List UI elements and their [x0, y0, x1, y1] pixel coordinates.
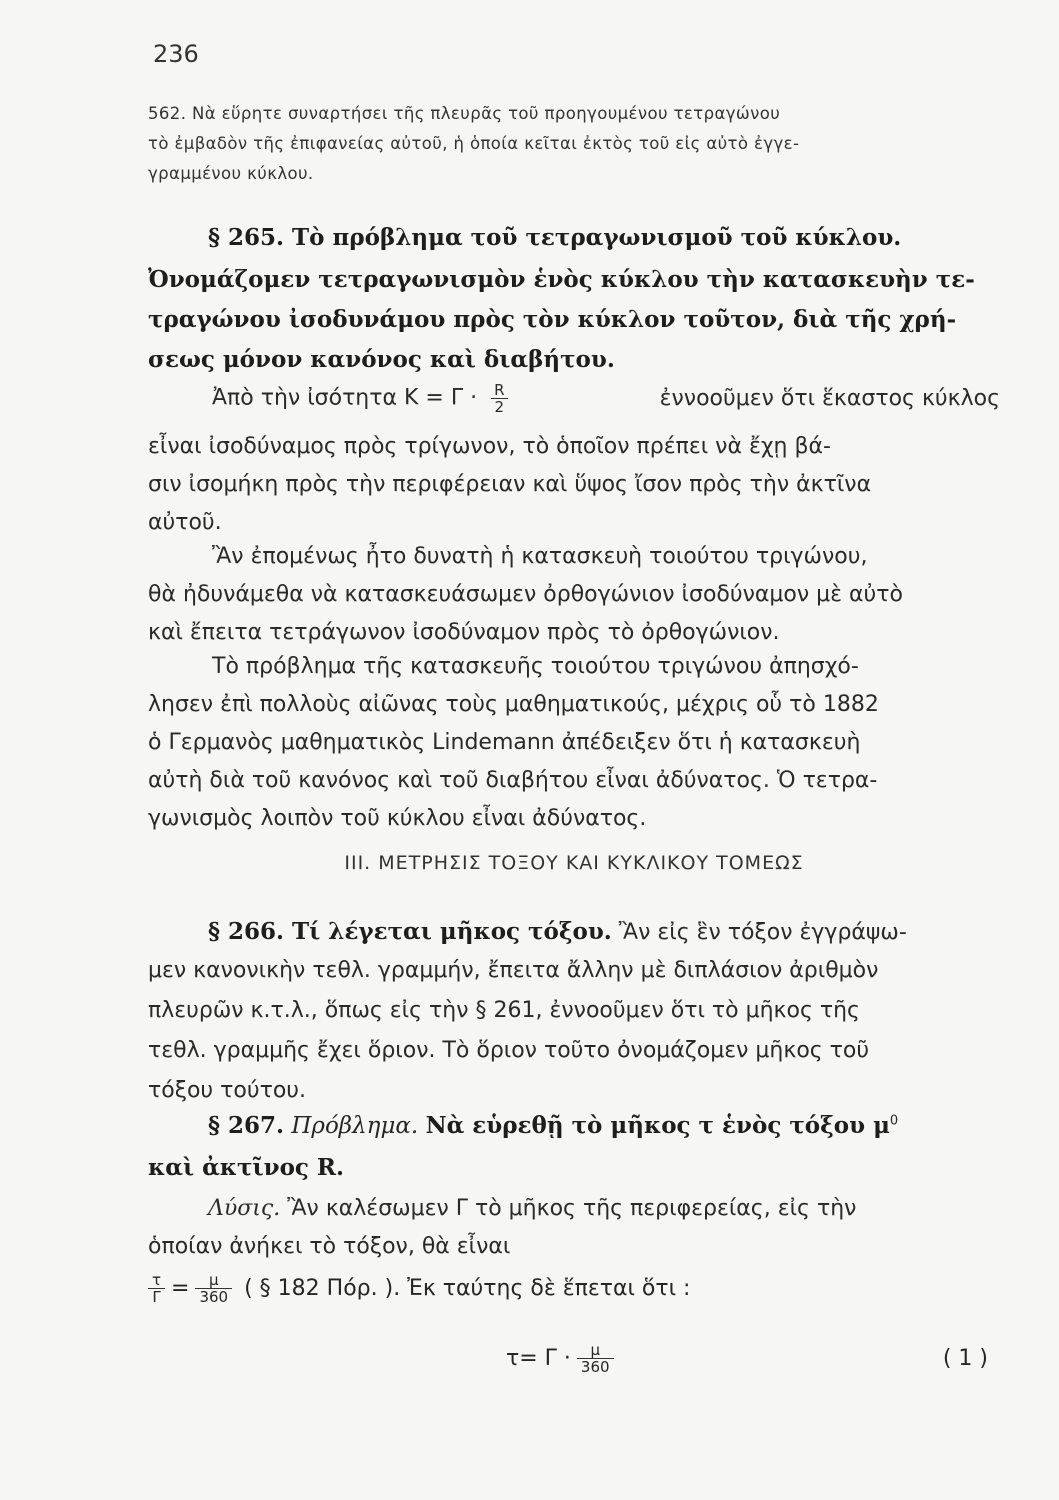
degree-superscript: 0 [889, 1113, 899, 1129]
problem-statement-line: καὶ ἀκτῖνος R. [148, 1154, 345, 1181]
paragraph-line: εἶναι ἰσοδύναμος πρὸς τρίγωνον, τὸ ὁποῖον πρέπει νὰ ἔχῃ βά- [148, 434, 831, 459]
equation-text: ( § 182 Πόρ. ). Ἐκ ταύτης δὲ ἕπεται ὅτι : [244, 1276, 691, 1301]
problem-label: Πρόβλημα. [291, 1113, 419, 1139]
paragraph-line: Ἂν ἐπομένως ἦτο δυνατὴ ἡ κατασκευὴ τοιούτου τριγώνου, [212, 544, 868, 569]
fraction-tau-over-gamma [148, 1272, 165, 1305]
fraction-mu-over-360 [577, 1342, 614, 1375]
paragraph-line: μεν κανονικὴν τεθλ. γραμμήν, ἔπειτα ἄλλην μὲ διπλάσιον ἀριθμὸν [148, 958, 879, 983]
paragraph-line: γωνισμὸς λοιπὸν τοῦ κύκλου εἶναι ἀδύνατος. [148, 806, 647, 831]
paragraph-line: τόξου τούτου. [148, 1078, 307, 1103]
equation-1 [148, 1272, 1000, 1305]
formula-suffix: ἐννοοῦμεν ὅτι ἕκαστος κύκλος [659, 386, 1000, 411]
fraction-numerator: μ [590, 1341, 601, 1359]
fraction-denominator: Γ [148, 1288, 164, 1305]
exercise-562 [148, 104, 1000, 194]
heading-text: Ἂν εἰς ἓν τόξον ἐγγράψω- [618, 920, 907, 945]
equals-sign: = [171, 1276, 190, 1301]
section-heading: § 265. Τὸ πρόβλημα τοῦ τετραγωνισμοῦ τοῦ κύκλου. [208, 224, 902, 251]
fraction-numerator: R [494, 381, 505, 399]
problem-statement: Νὰ εὑρεθῇ τὸ μῆκος τ ἑνὸς τόξου μ [425, 1112, 890, 1139]
paragraph-line: λησεν ἐπὶ πολλοὺς αἰῶνας τοὺς μαθηματικούς, μέχρις οὗ τὸ 1882 [148, 692, 879, 717]
solution-line: ὁποίαν ἀνήκει τὸ τόξον, θὰ εἶναι [148, 1234, 511, 1259]
solution-line [208, 1196, 1000, 1221]
paragraph-line: Τὸ πρόβλημα τῆς κατασκευῆς τοιούτου τριγώνου ἀπησχό- [212, 654, 859, 679]
section-heading: § 266. Τί λέγεται μῆκος τόξου. [208, 918, 612, 945]
equation-left: τ= Γ · [506, 1346, 571, 1371]
solution-text: Ἂν καλέσωμεν Γ τὸ μῆκος τῆς περιφερείας, εἰς τὴν [287, 1196, 857, 1221]
paragraph-line: καὶ ἔπειτα τετράγωνον ἰσοδύναμον πρὸς τὸ ὀρθογώνιον. [148, 620, 780, 645]
fraction-mu-over-360 [195, 1272, 232, 1305]
fraction-r-over-2 [490, 382, 508, 415]
fraction-numerator: τ [152, 1271, 162, 1289]
exercise-line: 562. Νὰ εὕρητε συναρτήσει τῆς πλευρᾶς τοῦ προηγουμένου τετραγώνου [148, 104, 781, 123]
definition-line: Ὀνομάζομεν τετραγωνισμὸν ἑνὸς κύκλου τὴν κατασκευὴν τε- [148, 266, 975, 293]
paragraph-line: ὁ Γερμανὸς μαθηματικὸς Lindemann ἀπέδειξεν ὅτι ἡ κατασκευὴ [148, 730, 861, 755]
paragraph-line: σιν ἰσομήκη πρὸς τὴν περιφέρειαν καὶ ὕψος ἴσον πρὸς τὴν ἀκτῖνα [148, 472, 872, 497]
fraction-denominator: 360 [195, 1288, 232, 1305]
formula-prefix: Ἀπὸ τὴν ἰσότητα Κ = Γ · [212, 385, 478, 411]
fraction-numerator: μ [209, 1271, 219, 1289]
section-heading-line [208, 918, 1000, 945]
paragraph-line: αὐτὴ διὰ τοῦ κανόνος καὶ τοῦ διαβήτου εἶναι ἀδύνατος. Ὁ τετρα- [148, 768, 878, 793]
section-265 [148, 224, 1000, 831]
equation-2 [148, 1342, 1000, 1375]
solution-label: Λύσις. [208, 1196, 281, 1221]
exercise-line: γραμμένου κύκλου. [148, 164, 314, 183]
section-iii-title: ΙΙΙ. ΜΕΤΡΗΣΙΣ ΤΟΞΟΥ ΚΑΙ ΚΥΚΛΙΚΟΥ ΤΟΜΕΩΣ [344, 852, 804, 874]
paragraph-line: αὐτοῦ. [148, 510, 222, 535]
definition-line: σεως μόνον κανόνος καὶ διαβήτου. [148, 346, 615, 373]
paragraph-line: θὰ ἠδυνάμεθα νὰ κατασκευάσωμεν ὀρθογώνιον ἰσοδύναμον μὲ αὐτὸ [148, 582, 903, 607]
section-266 [148, 918, 1000, 1103]
section-number: § 267. [208, 1112, 285, 1139]
fraction-denominator: 360 [577, 1358, 614, 1375]
exercise-line: τὸ ἐμβαδὸν τῆς ἐπιφανείας αὐτοῦ, ἡ ὁποία κεῖται ἐκτὸς τοῦ εἰς αὐτὸ ἐγγε- [148, 134, 800, 153]
paragraph-line: πλευρῶν κ.τ.λ., ὅπως εἰς τὴν § 261, ἐννοοῦμεν ὅτι τὸ μῆκος τῆς [148, 998, 860, 1023]
section-267 [148, 1112, 1000, 1412]
fraction-denominator: 2 [491, 398, 509, 415]
definition-line: τραγώνου ἰσοδυνάμου πρὸς τὸν κύκλον τοῦτον, διὰ τῆς χρή- [148, 306, 957, 333]
paragraph-line: τεθλ. γραμμῆς ἔχει ὅριον. Τὸ ὅριον τοῦτο ὀνομάζομεν μῆκος τοῦ [148, 1038, 870, 1063]
formula-line [148, 382, 1000, 415]
page-number: 236 [153, 40, 199, 68]
section-heading-line [208, 1112, 1000, 1139]
equation-label: ( 1 ) [942, 1346, 988, 1371]
